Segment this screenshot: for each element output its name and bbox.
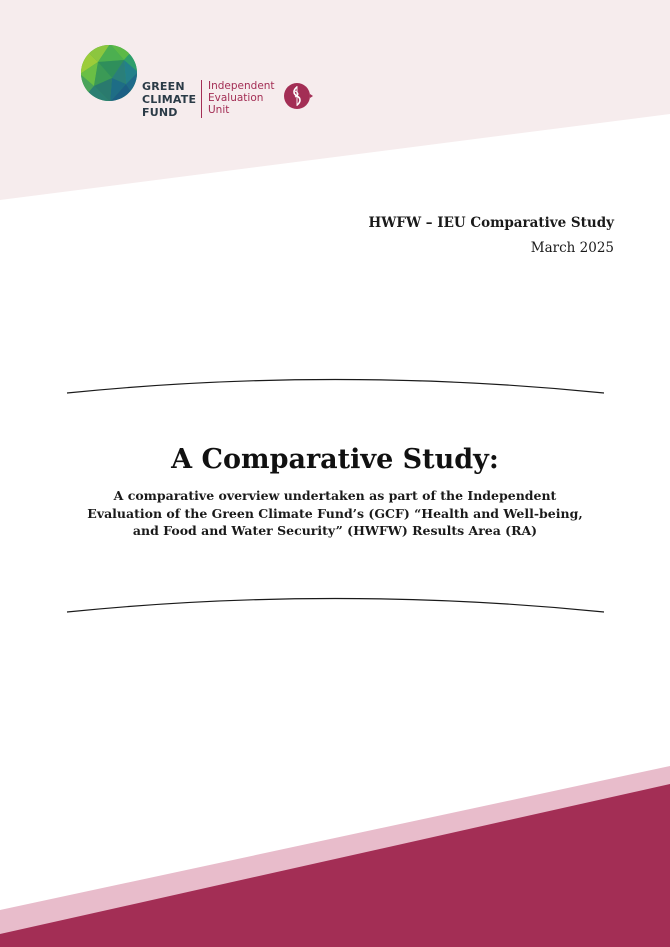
gcf-wordmark-line-1: GREEN [142, 80, 185, 93]
ieu-wordmark-line-1: Independent [208, 80, 275, 92]
page-subtitle: A comparative overview undertaken as part of the Independent Evaluation of the Green Climate Fund’s (GCF) “Health and Well-being, and Food and Water Security” (HWFW) Results Area (RA) [87, 488, 583, 538]
gcf-wordmark-line-2: CLIMATE [142, 93, 197, 106]
ieu-emblem-icon [283, 81, 313, 111]
maroon-footer-band [0, 784, 670, 947]
page-title: A Comparative Study: [171, 444, 499, 475]
gcf-wordmark-line-3: FUND [142, 106, 178, 119]
logo-divider [201, 80, 202, 118]
ieu-wordmark-line-2: Evaluation [208, 92, 264, 104]
publication-date: March 2025 [530, 240, 614, 256]
ieu-wordmark [208, 80, 275, 116]
ieu-wordmark-line-3: Unit [208, 104, 230, 116]
gcf-wordmark [142, 80, 196, 119]
logo-group [80, 44, 320, 120]
gcf-globe-logo [80, 44, 138, 102]
study-label: HWFW – IEU Comparative Study [368, 215, 614, 231]
